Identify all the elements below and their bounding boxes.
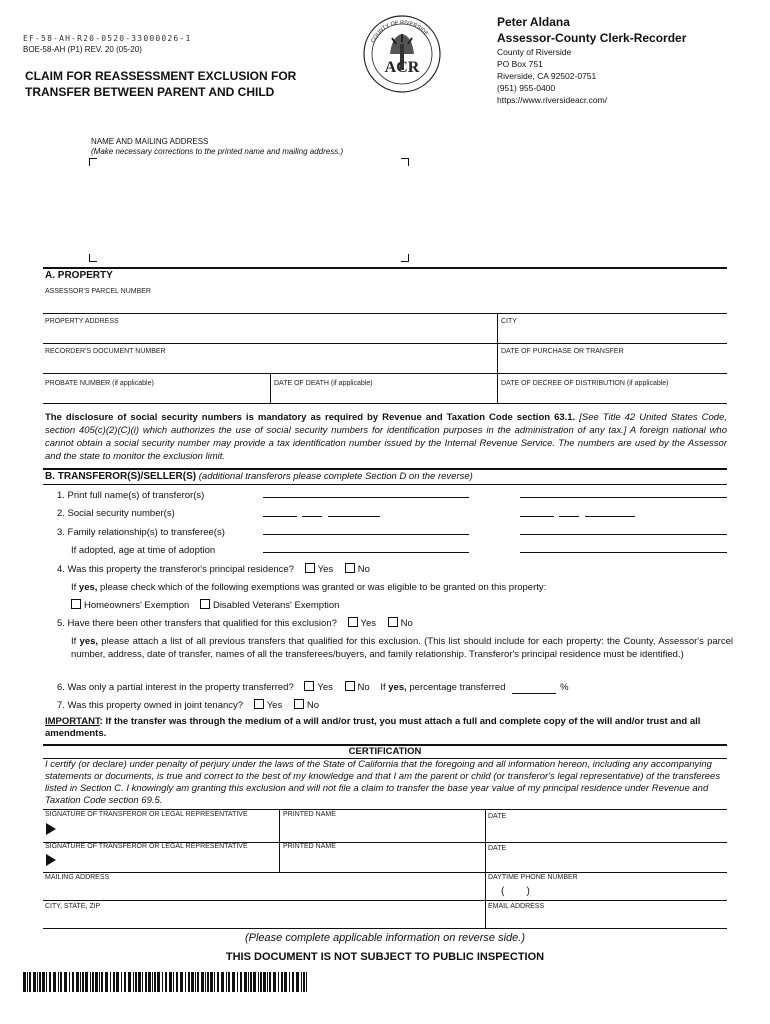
q4b-yes: yes, xyxy=(78,582,98,593)
ssn-2-part1[interactable] xyxy=(520,516,554,517)
assessor-po-box: PO Box 751 xyxy=(497,59,543,69)
seal-text: ACR xyxy=(384,59,420,76)
apn-field[interactable] xyxy=(43,296,727,312)
mailing-address-note: (Make necessary corrections to the printed name and mailing address.) xyxy=(91,147,344,156)
email-field[interactable] xyxy=(487,911,727,927)
county-seal-logo xyxy=(362,14,442,94)
certification-heading: CERTIFICATION xyxy=(348,746,422,757)
q4-no-checkbox[interactable] xyxy=(345,563,355,573)
homeowners-exemption-label: Homeowners' Exemption xyxy=(84,600,190,611)
q7-no-label: No xyxy=(306,700,319,711)
ssn-1-part2[interactable] xyxy=(302,516,322,517)
ssn-disclosure-italic: [See Title 42 United States Code, section 405(c)(2)(C)(i) which authorizes the use of social security numbers for identification purposes in the administration of any tax.] A foreign national who cannot obtain a social security number may provide a tax identification number issued by the Internal Revenue Service. The numbers are used by the Assessor and the state to monitor the exclusion limit. xyxy=(45,412,727,462)
decree-date-field[interactable] xyxy=(499,388,727,402)
city-field[interactable] xyxy=(499,326,727,342)
important-text: : If the transfer was through the medium of a will and/or trust, you must attach a full and complete copy of the will and/or trust and all amendments. xyxy=(45,716,701,739)
q6-no-checkbox[interactable] xyxy=(345,681,355,691)
q5b-pre: If xyxy=(71,636,80,647)
probate-number-field[interactable] xyxy=(43,388,268,402)
death-date-field[interactable] xyxy=(272,388,495,402)
q4-yes-label: Yes xyxy=(317,564,334,575)
q6-yes-checkbox[interactable] xyxy=(304,681,314,691)
assessor-block xyxy=(497,14,686,106)
ssn-disclosure-bold: The disclosure of social security numbers is mandatory as required by Revenue and Taxation Code section 63.1. xyxy=(45,412,576,423)
q5-no-label: No xyxy=(400,618,413,629)
date-2-field[interactable] xyxy=(487,854,727,870)
ssn-2-part3[interactable] xyxy=(585,516,635,517)
q3b-label: If adopted, age at time of adoption xyxy=(71,545,216,556)
email-label: EMAIL ADDRESS xyxy=(488,903,545,910)
q7-row xyxy=(57,699,319,711)
q7-yes-label: Yes xyxy=(266,700,283,711)
reverse-side-note: (Please complete applicable information on reverse side.) xyxy=(244,932,526,944)
homeowners-exemption-checkbox[interactable] xyxy=(71,599,81,609)
daytime-phone-field[interactable]: ( ) xyxy=(501,886,530,897)
date-2-label: DATE xyxy=(488,845,507,852)
signature-2-arrow-icon xyxy=(46,854,56,866)
percent-sign: % xyxy=(560,682,569,693)
signature-1-arrow-icon xyxy=(46,823,56,835)
city-state-zip-field[interactable] xyxy=(43,911,483,927)
q6-no-label: No xyxy=(357,682,370,693)
transferor-name-2-line[interactable] xyxy=(520,497,727,498)
mailing-address-cert-field[interactable] xyxy=(43,883,483,899)
q4-no-label: No xyxy=(357,564,370,575)
section-b-heading xyxy=(45,471,473,482)
q6-yes-label: Yes xyxy=(317,682,333,693)
recorder-document-field[interactable] xyxy=(43,356,495,372)
death-date-label: DATE OF DEATH (if applicable) xyxy=(274,380,373,387)
q4-label: 4. Was this property the transferor's principal residence? xyxy=(57,564,294,575)
date-1-field[interactable] xyxy=(487,822,727,840)
ssn-disclosure xyxy=(45,411,727,463)
printed-name-2-label: PRINTED NAME xyxy=(283,843,336,850)
daytime-phone-label: DAYTIME PHONE NUMBER xyxy=(488,874,578,881)
ssn-2-part2[interactable] xyxy=(559,516,579,517)
q6-if: If xyxy=(380,682,389,693)
public-inspection-note: THIS DOCUMENT IS NOT SUBJECT TO PUBLIC INSPECTION xyxy=(225,951,545,963)
q4b-pre: If xyxy=(71,582,79,593)
section-b-title: B. TRANSFEROR(S)/SELLER(S) xyxy=(45,471,197,482)
important-label: IMPORTANT xyxy=(45,716,100,727)
adoption-age-2-line[interactable] xyxy=(520,552,727,553)
date-1-label: DATE xyxy=(488,813,507,820)
q5-yes-checkbox[interactable] xyxy=(348,617,358,627)
q6-yes-bold: yes, xyxy=(388,682,407,693)
q5-label: 5. Have there been other transfers that qualified for this exclusion? xyxy=(57,618,337,629)
exemption-row xyxy=(71,599,339,611)
q3-label: 3. Family relationship(s) to transferee(s) xyxy=(57,527,225,538)
q6-row xyxy=(57,681,569,694)
assessor-city: Riverside, CA 92502-0751 xyxy=(497,71,597,81)
purchase-date-field[interactable] xyxy=(499,356,727,372)
signature-2-field[interactable] xyxy=(60,852,275,870)
q6-label: 6. Was only a partial interest in the property transferred? xyxy=(57,682,294,693)
relationship-1-line[interactable] xyxy=(263,534,469,535)
assessor-name: Peter Aldana xyxy=(497,15,570,29)
mailing-address-label: NAME AND MAILING ADDRESS xyxy=(91,137,209,146)
city-label: CITY xyxy=(501,318,517,325)
recorder-document-label: RECORDER'S DOCUMENT NUMBER xyxy=(45,348,166,355)
q5-row xyxy=(57,617,413,629)
property-address-label: PROPERTY ADDRESS xyxy=(45,318,119,325)
q4b-text xyxy=(71,582,546,593)
assessor-county: County of Riverside xyxy=(497,47,572,57)
ssn-1-part3[interactable] xyxy=(328,516,380,517)
printed-name-2-field[interactable] xyxy=(281,852,483,870)
transferor-name-1-line[interactable] xyxy=(263,497,469,498)
form-title xyxy=(25,68,296,100)
assessor-website[interactable]: https://www.riversideacr.com/ xyxy=(497,95,608,105)
city-state-zip-label: CITY, STATE, ZIP xyxy=(45,903,101,910)
decree-date-label: DATE OF DECREE OF DISTRIBUTION (if applicable) xyxy=(501,380,669,387)
q4-row xyxy=(57,563,370,575)
q5-yes-label: Yes xyxy=(360,618,377,629)
q5-no-checkbox[interactable] xyxy=(388,617,398,627)
q2-label: 2. Social security number(s) xyxy=(57,508,175,519)
q5b-yes: yes, xyxy=(79,636,99,647)
seal-ring-text: COUNTY OF RIVERSIDE xyxy=(370,19,430,44)
q7-label: 7. Was this property owned in joint tenancy? xyxy=(57,700,244,711)
percentage-field[interactable] xyxy=(512,682,556,694)
signature-2-label: SIGNATURE OF TRANSFEROR OR LEGAL REPRESENTATIVE xyxy=(45,843,248,850)
mailing-address-field[interactable] xyxy=(89,158,409,262)
form-title-line1: CLAIM FOR REASSESSMENT EXCLUSION FOR xyxy=(25,69,297,83)
mailing-address-cert-label: MAILING ADDRESS xyxy=(45,874,110,881)
barcode xyxy=(23,972,308,998)
q4-yes-checkbox[interactable] xyxy=(305,563,315,573)
veterans-exemption-label: Disabled Veterans' Exemption xyxy=(212,600,340,611)
signature-1-label: SIGNATURE OF TRANSFEROR OR LEGAL REPRESENTATIVE xyxy=(45,811,248,818)
important-notice xyxy=(45,716,729,740)
q1-label: 1. Print full name(s) of transferor(s) xyxy=(57,490,205,501)
form-title-line2: TRANSFER BETWEEN PARENT AND CHILD xyxy=(25,85,275,99)
signature-1-field[interactable] xyxy=(60,820,275,840)
probate-number-label: PROBATE NUMBER (if applicable) xyxy=(45,380,154,387)
q6-percentage-label: percentage transferred xyxy=(406,682,506,693)
q5b-text xyxy=(71,635,733,661)
printed-name-1-field[interactable] xyxy=(281,820,483,840)
assessor-office: Assessor-County Clerk-Recorder xyxy=(497,31,687,45)
section-a-heading: A. PROPERTY xyxy=(45,270,113,281)
adoption-age-1-line[interactable] xyxy=(263,552,469,553)
veterans-exemption-checkbox[interactable] xyxy=(200,599,210,609)
section-b-note: (additional transferors please complete Section D on the reverse) xyxy=(196,471,473,482)
printed-name-1-label: PRINTED NAME xyxy=(283,811,336,818)
q7-no-checkbox[interactable] xyxy=(294,699,304,709)
q5b-post: please attach a list of all previous transfers that qualified for this exclusion. (This list should include for each property: the County, Assessor's parcel number, address, date of transfer, names of all the transferees/buyers, and family relationship. Transferor's principal residence must be identified.) xyxy=(71,636,733,660)
purchase-date-label: DATE OF PURCHASE OR TRANSFER xyxy=(501,348,624,355)
apn-label: ASSESSOR'S PARCEL NUMBER xyxy=(45,288,151,295)
q4b-post: please check which of the following exemptions was granted or was eligible to be granted on this property: xyxy=(97,582,547,593)
form-revision: BOE-58-AH (P1) REV. 20 (05-20) xyxy=(23,45,142,54)
barcode-graphic xyxy=(23,972,308,998)
ssn-1-part1[interactable] xyxy=(263,516,297,517)
certification-text: I certify (or declare) under penalty of perjury under the laws of the State of California that the foregoing and all information hereon, including any accompanying statements or documents, is true and correct to the best of my knowledge and that I am the parent or child (or transferor's legal representative) of the transferees listed in Section C. I knowingly am granting this exclusion and will not file a claim to transfer the base year value of my principal residence under Revenue and Taxation Code section 69.5. xyxy=(45,759,721,806)
form-code: EF-58-AH-R20-0520-33000026-1 xyxy=(23,34,192,43)
q7-yes-checkbox[interactable] xyxy=(254,699,264,709)
assessor-phone: (951) 955-0400 xyxy=(497,83,556,93)
relationship-2-line[interactable] xyxy=(520,534,727,535)
property-address-field[interactable] xyxy=(43,326,495,342)
